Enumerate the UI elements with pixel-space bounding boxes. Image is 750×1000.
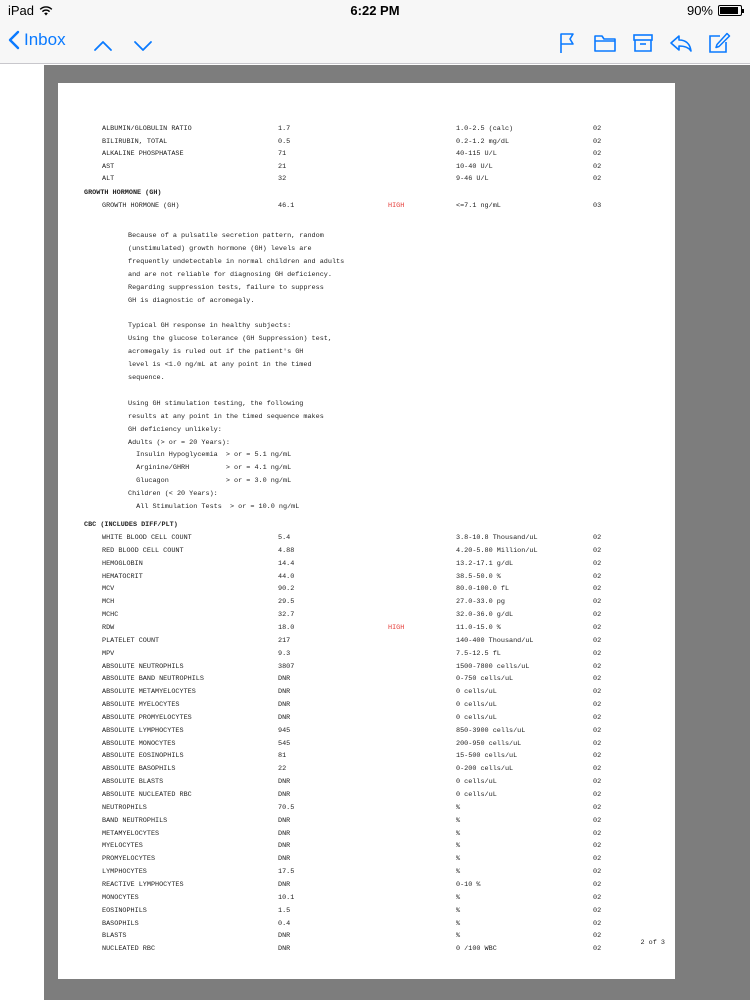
test-value: DNR: [278, 855, 291, 864]
test-value: DNR: [278, 778, 291, 787]
test-name: BASOPHILS: [102, 919, 139, 928]
next-message-button[interactable]: [130, 33, 156, 59]
lab-code: 02: [593, 713, 602, 722]
result-row: [58, 583, 675, 595]
attachment-viewer[interactable]: [0, 65, 750, 1000]
test-name: ABSOLUTE MONOCYTES: [102, 739, 176, 748]
reply-button[interactable]: [668, 30, 694, 56]
result-row: [58, 712, 675, 724]
test-name: NUCLEATED RBC: [102, 945, 156, 954]
result-row: [58, 661, 675, 673]
reference-range: 140-400 Thousand/uL: [456, 636, 534, 645]
reference-range: 9-46 U/L: [456, 175, 489, 184]
lab-code: 02: [593, 932, 602, 941]
result-row: [58, 930, 675, 942]
reference-range: 1500-7800 cells/uL: [456, 662, 530, 671]
test-value: 14.4: [278, 559, 295, 568]
reference-range: 3.8-10.8 Thousand/uL: [456, 534, 538, 542]
lab-code: 02: [593, 559, 602, 568]
result-row: [58, 136, 675, 148]
reference-range: %: [456, 906, 461, 915]
lab-code: 02: [593, 829, 602, 838]
test-name: PROMYELOCYTES: [102, 855, 156, 864]
test-name: PLATELET COUNT: [102, 636, 160, 645]
test-value: 17.5: [278, 868, 295, 877]
test-value: 945: [278, 726, 291, 735]
reference-range: 40-115 U/L: [456, 150, 497, 159]
test-name: BAND NEUTROPHILS: [102, 816, 168, 825]
result-row: [58, 699, 675, 711]
flag-icon: [558, 32, 576, 54]
test-value: 3807: [278, 662, 295, 671]
compose-button[interactable]: [706, 30, 732, 56]
lab-code: 02: [593, 150, 602, 159]
lab-code: 02: [593, 893, 602, 902]
lab-code: 02: [593, 611, 602, 620]
test-flag: HIGH: [388, 623, 405, 632]
test-value: DNR: [278, 675, 291, 684]
test-name: ABSOLUTE EOSINOPHILS: [102, 752, 184, 761]
result-row: [58, 673, 675, 685]
test-value: 0.4: [278, 919, 291, 928]
lab-code: 02: [593, 675, 602, 684]
reference-range: 10-40 U/L: [456, 162, 493, 171]
lab-code: 02: [593, 778, 602, 787]
lab-report: [58, 83, 675, 979]
test-value: DNR: [278, 791, 291, 799]
test-name: REACTIVE LYMPHOCYTES: [102, 880, 184, 889]
reference-range: 13.2-17.1 g/dL: [456, 559, 514, 568]
lab-code: 02: [593, 816, 602, 825]
test-name: ABSOLUTE MYELOCYTES: [102, 701, 180, 710]
test-value: 70.5: [278, 803, 295, 812]
result-row: [58, 828, 675, 840]
inbox-back-button[interactable]: [8, 30, 66, 50]
test-name: ALT: [102, 175, 115, 184]
reference-range: 0-200 cells/uL: [456, 765, 514, 774]
test-name: MYELOCYTES: [102, 842, 143, 851]
test-value: 545: [278, 739, 291, 748]
page-number: 2 of 3: [640, 939, 665, 947]
lab-code: 02: [593, 688, 602, 697]
reply-icon: [669, 33, 693, 53]
lab-code: 02: [593, 137, 602, 146]
test-name: ABSOLUTE BAND NEUTROPHILS: [102, 675, 204, 684]
document-page: [58, 83, 675, 979]
test-name: ABSOLUTE LYMPHOCYTES: [102, 726, 184, 735]
result-row: [58, 840, 675, 852]
result-row: [58, 776, 675, 788]
reference-range: %: [456, 855, 461, 864]
test-name: LYMPHOCYTES: [102, 868, 147, 877]
reference-range: 32.0-36.0 g/dL: [456, 611, 514, 620]
inbox-back-label: Inbox: [24, 30, 66, 49]
result-row: [58, 609, 675, 621]
reference-range: %: [456, 868, 461, 877]
test-name: ABSOLUTE NUCLEATED RBC: [102, 791, 192, 799]
test-value: DNR: [278, 945, 291, 954]
lab-code: 02: [593, 919, 602, 928]
test-flag: HIGH: [388, 202, 405, 210]
folder-icon: [593, 33, 617, 53]
message-nav: [90, 33, 156, 59]
result-row: [58, 866, 675, 878]
test-name: HEMATOCRIT: [102, 572, 143, 581]
test-value: 21: [278, 162, 287, 171]
lab-code: 02: [593, 880, 602, 889]
result-row: [58, 173, 675, 185]
lab-code: 02: [593, 175, 602, 184]
test-value: 44.0: [278, 572, 295, 581]
test-name: BLASTS: [102, 932, 127, 941]
battery-icon: [718, 5, 742, 16]
move-folder-button[interactable]: [592, 30, 618, 56]
previous-message-button[interactable]: [90, 33, 116, 59]
lab-code: 02: [593, 765, 602, 774]
test-name: MONOCYTES: [102, 893, 139, 902]
test-name: NEUTROPHILS: [102, 803, 147, 812]
lab-code: 02: [593, 125, 602, 133]
reference-range: %: [456, 842, 461, 851]
battery-percent: 90%: [686, 3, 713, 18]
test-name: HEMOGLOBIN: [102, 559, 143, 568]
test-name: METAMYELOCYTES: [102, 829, 160, 838]
result-row: [58, 738, 675, 750]
result-row: [58, 815, 675, 827]
test-name: ABSOLUTE PROMYELOCYTES: [102, 713, 192, 722]
result-row: [58, 648, 675, 660]
result-row: [58, 802, 675, 814]
result-row: [58, 853, 675, 865]
test-value: DNR: [278, 713, 291, 722]
reference-range: <=7.1 ng/mL: [456, 202, 501, 210]
archive-icon: [632, 33, 654, 53]
test-value: 9.3: [278, 649, 291, 658]
result-row: [58, 200, 675, 212]
test-name: EOSINOPHILS: [102, 906, 147, 915]
test-name: MCV: [102, 585, 115, 594]
result-row: [58, 686, 675, 698]
device-name: iPad: [8, 3, 35, 18]
result-row: [58, 545, 675, 557]
reference-range: 850-3900 cells/uL: [456, 726, 526, 735]
test-value: DNR: [278, 688, 291, 697]
reference-range: 4.20-5.80 Million/uL: [456, 546, 538, 555]
lab-code: 02: [593, 842, 602, 851]
reference-range: 0-10 %: [456, 880, 481, 889]
result-row: [58, 943, 675, 955]
message-actions: [554, 30, 732, 56]
test-value: 46.1: [278, 202, 295, 210]
result-row: [58, 763, 675, 775]
lab-code: 02: [593, 598, 602, 607]
test-value: 32: [278, 175, 287, 184]
reference-range: 0 cells/uL: [456, 791, 497, 799]
reference-range: 0 cells/uL: [456, 778, 497, 787]
arrow-up-icon: [93, 40, 113, 52]
arrow-down-icon: [133, 40, 153, 52]
reference-range: 0 cells/uL: [456, 688, 497, 697]
reference-range: %: [456, 829, 461, 838]
reference-range: 0 cells/uL: [456, 701, 497, 710]
result-row: [58, 918, 675, 930]
test-name: WHITE BLOOD CELL COUNT: [102, 534, 192, 542]
reference-range: 0 /100 WBC: [456, 945, 497, 954]
reference-range: %: [456, 932, 461, 941]
test-name: GROWTH HORMONE (GH): [102, 202, 180, 210]
result-row: [58, 789, 675, 801]
reference-range: 27.0-33.0 pg: [456, 598, 505, 607]
lab-code: 02: [593, 546, 602, 555]
test-name: MCHC: [102, 611, 119, 620]
lab-code: 03: [593, 202, 602, 210]
test-value: DNR: [278, 701, 291, 710]
mail-toolbar: [0, 22, 750, 64]
reference-range: 11.0-15.0 %: [456, 623, 501, 632]
test-name: AST: [102, 162, 115, 171]
test-value: 10.1: [278, 893, 295, 902]
test-name: ABSOLUTE NEUTROPHILS: [102, 662, 184, 671]
lab-code: 02: [593, 791, 602, 799]
test-value: 1.7: [278, 125, 291, 133]
lab-code: 02: [593, 752, 602, 761]
lab-code: 02: [593, 739, 602, 748]
result-row: [58, 596, 675, 608]
result-row: [58, 532, 675, 544]
lab-code: 02: [593, 945, 602, 954]
test-value: 5.4: [278, 534, 291, 542]
reference-range: %: [456, 803, 461, 812]
reference-range: %: [456, 816, 461, 825]
result-row: [58, 725, 675, 737]
status-time: 6:22 PM: [350, 3, 400, 18]
archive-button[interactable]: [630, 30, 656, 56]
status-bar: [0, 0, 750, 22]
page-top-edge: [44, 69, 675, 83]
lab-code: 02: [593, 649, 602, 658]
test-value: DNR: [278, 932, 291, 941]
lab-code: 02: [593, 534, 602, 542]
battery-fill: [720, 7, 738, 14]
gh-interpretation-note: Because of a pulsatile secretion pattern, random (unstimulated) growth hormone (GH) levels are frequently undetectable in normal children and adults and are not reliable for diagnosing GH deficiency. Regarding suppression tests, failure to suppress GH is diagnostic of acromegaly. Typical GH response in healthy subjects: Using the glucose tolerance (GH Suppression) test, acromegaly is ruled out if the patient's GH level is <1.0 ng/mL at any point in the timed sequence. Using GH stimulation testing, the following results at any point in the timed sequence makes GH deficiency unlikely: Adults (> or = 20 Years): Insulin Hypoglycemia > or = 5.1 ng/mL Arginine/GHRH > or = 4.1 ng/mL Glucagon > or = 3.0 ng/mL Children (< 20 Years): All Stimulation Tests > or = 10.0 ng/mL: [128, 232, 345, 512]
lab-code: 02: [593, 662, 602, 671]
test-value: 29.5: [278, 598, 295, 607]
result-row: [58, 123, 675, 135]
result-row: [58, 750, 675, 762]
test-name: ALKALINE PHOSPHATASE: [102, 150, 184, 159]
test-value: 4.88: [278, 546, 295, 555]
result-row: [58, 879, 675, 891]
test-name: MPV: [102, 649, 115, 658]
test-value: 32.7: [278, 611, 295, 620]
reference-range: %: [456, 919, 461, 928]
lab-code: 02: [593, 162, 602, 171]
reference-range: 0-750 cells/uL: [456, 675, 514, 684]
reference-range: 38.5-50.0 %: [456, 572, 501, 581]
test-name: BILIRUBIN, TOTAL: [102, 137, 168, 146]
reference-range: 200-950 cells/uL: [456, 739, 522, 748]
test-value: DNR: [278, 880, 291, 889]
lab-code: 02: [593, 906, 602, 915]
result-row: [58, 571, 675, 583]
reference-range: 15-500 cells/uL: [456, 752, 518, 761]
test-name: RED BLOOD CELL COUNT: [102, 546, 184, 555]
reference-range: 0.2-1.2 mg/dL: [456, 137, 510, 146]
result-row: [58, 148, 675, 160]
reference-range: 7.5-12.5 fL: [456, 649, 501, 658]
flag-button[interactable]: [554, 30, 580, 56]
next-page-edge: [58, 985, 675, 1000]
test-value: 217: [278, 636, 291, 645]
reference-range: 0 cells/uL: [456, 713, 497, 722]
test-value: DNR: [278, 816, 291, 825]
result-row: [58, 622, 675, 634]
lab-code: 02: [593, 855, 602, 864]
result-row: [58, 161, 675, 173]
test-name: ABSOLUTE BLASTS: [102, 778, 164, 787]
compose-icon: [707, 32, 731, 54]
test-value: 90.2: [278, 585, 295, 594]
test-name: RDW: [102, 623, 115, 632]
gh-section-heading: GROWTH HORMONE (GH): [84, 189, 162, 197]
cbc-section-heading: CBC (INCLUDES DIFF/PLT): [84, 521, 178, 529]
test-name: MCH: [102, 598, 115, 607]
test-value: DNR: [278, 842, 291, 851]
test-value: 1.5: [278, 906, 291, 915]
lab-code: 02: [593, 585, 602, 594]
result-row: [58, 558, 675, 570]
test-value: 22: [278, 765, 287, 774]
test-name: ABSOLUTE METAMYELOCYTES: [102, 688, 196, 697]
lab-code: 02: [593, 636, 602, 645]
lab-code: 02: [593, 623, 602, 632]
lab-code: 02: [593, 726, 602, 735]
result-row: [58, 905, 675, 917]
lab-code: 02: [593, 701, 602, 710]
reference-range: 1.0-2.5 (calc): [456, 125, 514, 133]
lab-code: 02: [593, 803, 602, 812]
test-value: DNR: [278, 829, 291, 838]
reference-range: %: [456, 893, 461, 902]
test-name: ABSOLUTE BASOPHILS: [102, 765, 176, 774]
status-right: [687, 3, 742, 18]
test-value: 18.0: [278, 623, 295, 632]
reference-range: 80.0-100.0 fL: [456, 585, 510, 594]
result-row: [58, 892, 675, 904]
lab-code: 02: [593, 868, 602, 877]
chevron-left-icon: [8, 30, 20, 50]
test-value: 71: [278, 150, 287, 159]
test-value: 0.5: [278, 137, 291, 146]
test-value: 81: [278, 752, 287, 761]
result-row: [58, 635, 675, 647]
lab-code: 02: [593, 572, 602, 581]
test-name: ALBUMIN/GLOBULIN RATIO: [102, 125, 192, 133]
